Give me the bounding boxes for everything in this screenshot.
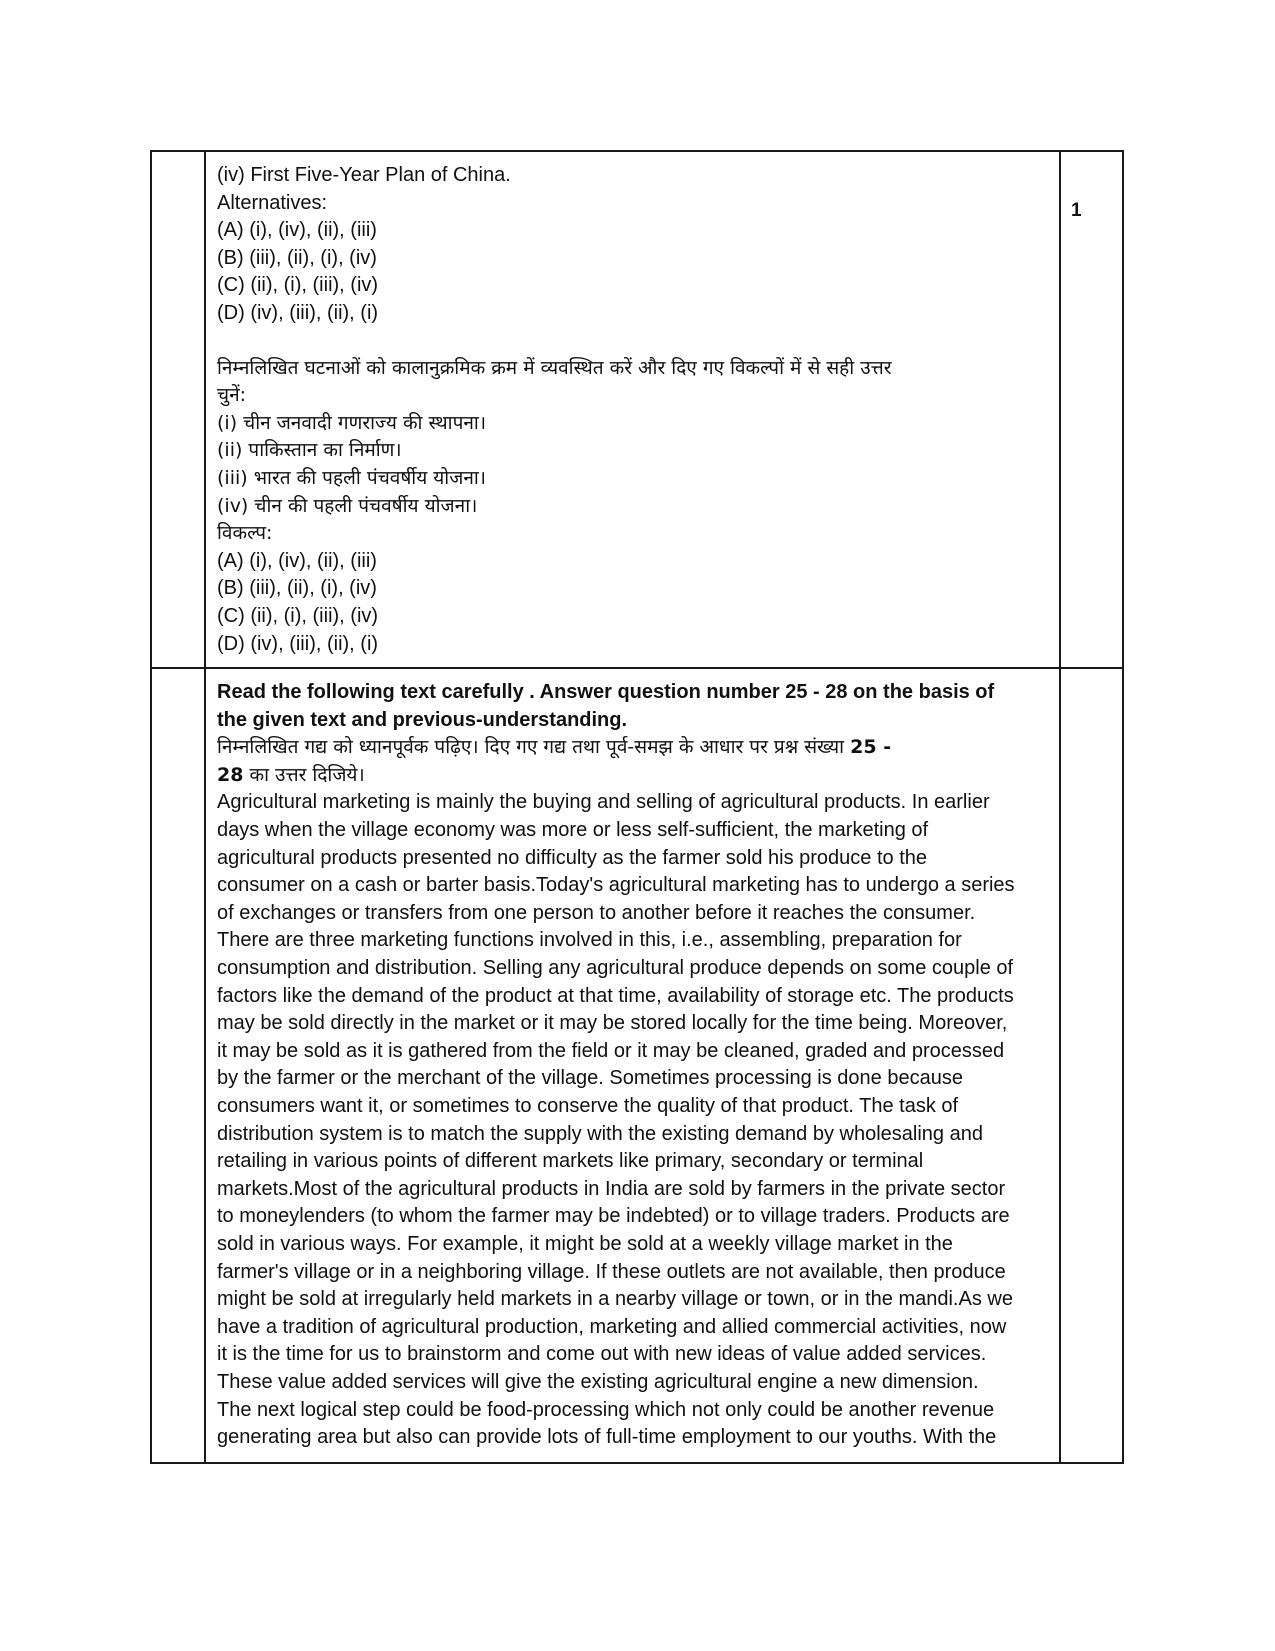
passage-line: of exchanges or transfers from one person to another before it reaches the consumer. [217, 901, 976, 924]
event-iv-english: (iv) First Five-Year Plan of China. [217, 164, 511, 186]
option-a-hindi: (A) (i), (iv), (ii), (iii) [217, 549, 377, 572]
passage-line: Agricultural marketing is mainly the buying and selling of agricultural products. In earlier [217, 791, 990, 814]
passage-instruction-hindi-text1: निम्नलिखित गद्य को ध्यानपूर्वक पढ़िए। दिए गए गद्य तथा पूर्व-समझ के आधार पर प्रश्न संख्या [217, 736, 845, 759]
option-c-hindi: (C) (ii), (i), (iii), (iv) [217, 604, 379, 627]
marks-cell [1060, 151, 1123, 668]
instruction-hindi-line1: निम्नलिखित घटनाओं को कालानुक्रमिक क्रम में व्यवस्थित करें और दिए गए विकल्पों में से सही उत्तर [217, 356, 892, 379]
question-table [150, 150, 1124, 1464]
passage-line: sold in various ways. For example, it might be sold at a weekly village market in the [217, 1232, 953, 1255]
passage-row [151, 668, 1123, 1463]
option-c-english: (C) (ii), (i), (iii), (iv) [217, 274, 379, 297]
passage-line: days when the village economy was more or less self-sufficient, the marketing of [217, 819, 929, 842]
passage-number-cell [151, 668, 205, 1463]
question-number-cell [151, 151, 205, 668]
question-24-row [151, 151, 1123, 668]
alternatives-label-hindi: विकल्प: [217, 522, 273, 545]
passage-content-cell [205, 668, 1060, 1463]
passage-line: agricultural products presented no difficulty as the farmer sold his produce to the [217, 846, 928, 869]
event-ii-hindi: (ii) पाकिस्तान का निर्माण। [217, 439, 402, 462]
option-b-hindi: (B) (iii), (ii), (i), (iv) [217, 577, 377, 600]
passage-line: by the farmer or the merchant of the village. Sometimes processing is done because [217, 1067, 963, 1090]
passage-line: consumption and distribution. Selling any agricultural produce depends on some couple of [217, 957, 1014, 980]
passage-instruction-hindi-text2: का उत्तर दिजिये। [249, 763, 365, 786]
passage-instruction-hindi-range-end: 28 [217, 763, 244, 786]
marks-value: 1 [1071, 200, 1082, 221]
instruction-hindi-line2: चुनें: [217, 384, 247, 407]
passage-line: to moneylenders (to whom the farmer may be indebted) or to village traders. Products are [217, 1205, 1010, 1228]
option-a-english: (A) (i), (iv), (ii), (iii) [217, 219, 377, 242]
option-d-english: (D) (iv), (iii), (ii), (i) [217, 301, 379, 324]
passage-instruction-hindi-range-start: 25 - [850, 736, 892, 759]
passage-line: may be sold directly in the market or it may be stored locally for the time being. Moreover, [217, 1012, 1008, 1035]
alternatives-label-english: Alternatives: [217, 191, 328, 214]
passage-instruction-english-line2: the given text and previous-understanding. [217, 708, 628, 731]
question-content-cell [205, 151, 1060, 668]
option-b-english: (B) (iii), (ii), (i), (iv) [217, 246, 377, 269]
option-d-hindi: (D) (iv), (iii), (ii), (i) [217, 632, 379, 655]
passage-line: have a tradition of agricultural production, marketing and allied commercial activities, now [217, 1315, 1007, 1338]
passage-line: farmer's village or in a neighboring village. If these outlets are not available, then produce [217, 1260, 1006, 1283]
passage-line: distribution system is to match the supply with the existing demand by wholesaling and [217, 1122, 983, 1145]
passage-line: might be sold at irregularly held markets in a nearby village or town, or in the mandi.As we [217, 1288, 1013, 1311]
passage-line: consumer on a cash or barter basis.Today's agricultural marketing has to undergo a series [217, 874, 1015, 897]
passage-instruction-english-line1: Read the following text carefully . Answer question number 25 - 28 on the basis of [217, 681, 995, 704]
passage-text [217, 789, 1047, 1451]
passage-instruction-hindi-line1 [217, 734, 1047, 762]
passage-line: it is the time for us to brainstorm and come out with new ideas of value added services. [217, 1343, 987, 1366]
event-iv-hindi: (iv) चीन की पहली पंचवर्षीय योजना। [217, 494, 478, 517]
passage-line: markets.Most of the agricultural products in India are sold by farmers in the private sector [217, 1177, 1006, 1200]
event-iii-hindi: (iii) भारत की पहली पंचवर्षीय योजना। [217, 466, 486, 489]
event-i-hindi: (i) चीन जनवादी गणराज्य की स्थापना। [217, 411, 487, 434]
passage-marks-cell [1060, 668, 1123, 1463]
passage-line: it may be sold as it is gathered from the field or it may be cleaned, graded and processed [217, 1039, 1005, 1062]
passage-line: consumers want it, or sometimes to conserve the quality of that product. The task of [217, 1095, 959, 1117]
passage-line: The next logical step could be food-processing which not only could be another revenue [217, 1398, 995, 1421]
passage-line: These value added services will give the existing agricultural engine a new dimension. [217, 1370, 979, 1393]
passage-line: factors like the demand of the product at that time, availability of storage etc. The products [217, 984, 1014, 1007]
passage-line: retailing in various points of different markets like primary, secondary or terminal [217, 1150, 924, 1173]
passage-instruction-hindi-line2 [217, 762, 1047, 790]
passage-line: generating area but also can provide lots of full-time employment to our youths. With the [217, 1426, 997, 1449]
spacer [217, 328, 1047, 355]
passage-line: There are three marketing functions involved in this, i.e., assembling, preparation for [217, 929, 962, 952]
